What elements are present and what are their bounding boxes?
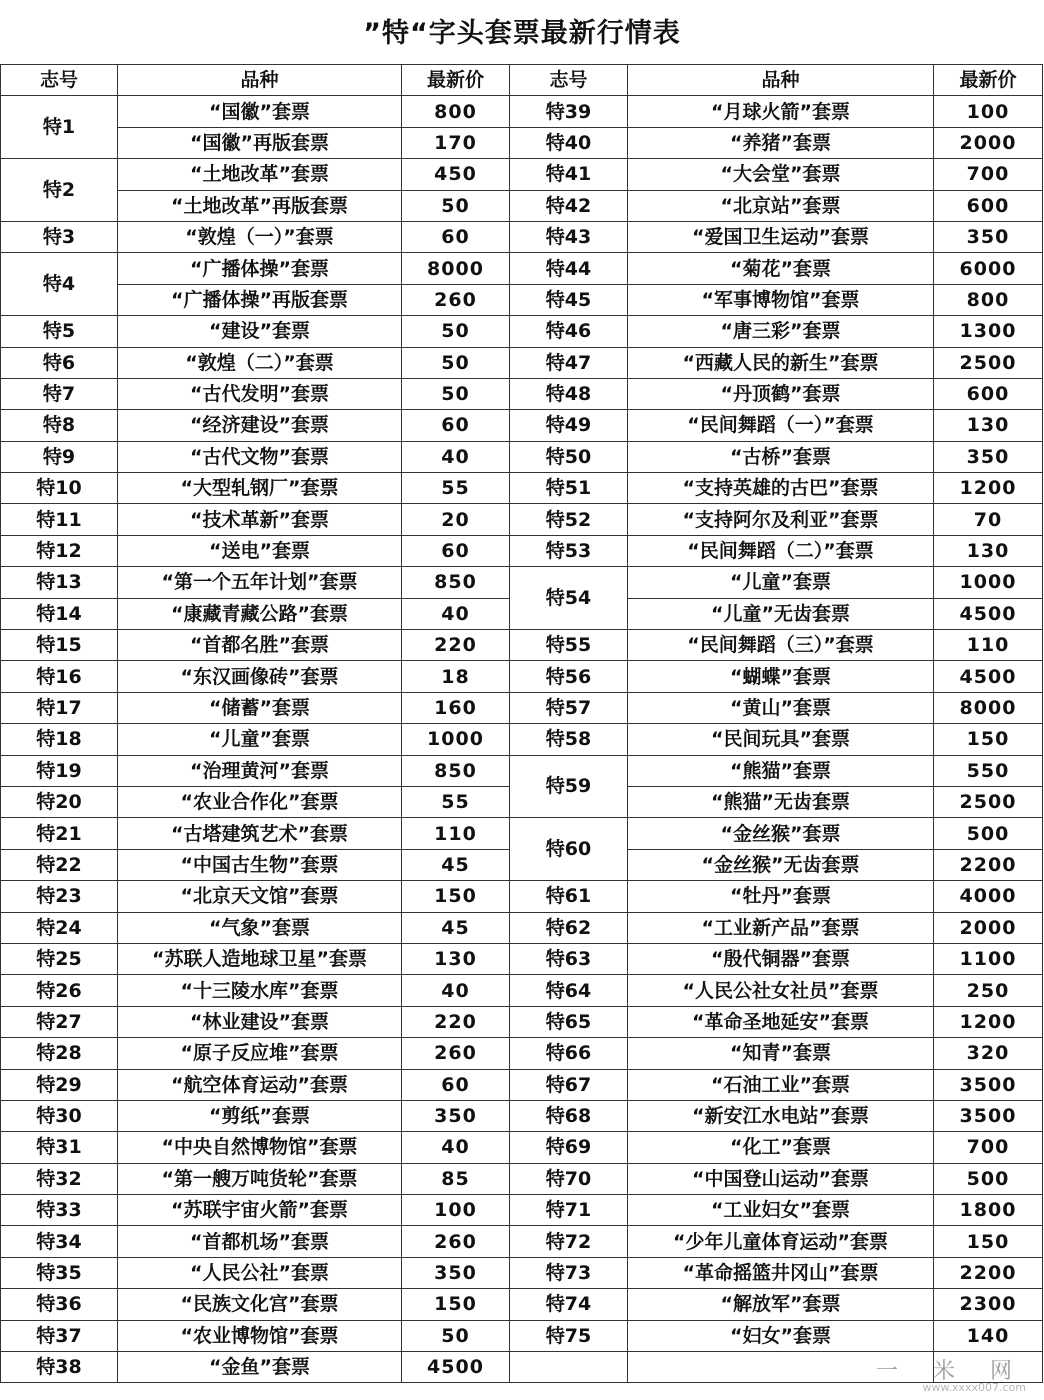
table-row	[1, 1257, 1043, 1288]
stamp-code: 特48	[510, 378, 628, 409]
stamp-name: “东汉画像砖”套票	[118, 661, 402, 692]
price-table	[0, 64, 1043, 1383]
stamp-code: 特50	[510, 441, 628, 472]
table-row	[1, 441, 1043, 472]
table-row	[1, 190, 1043, 221]
table-row	[1, 1195, 1043, 1226]
stamp-price: 55	[402, 786, 510, 817]
stamp-name: “黄山”套票	[628, 692, 934, 723]
stamp-price: 100	[402, 1195, 510, 1226]
stamp-price: 350	[934, 221, 1043, 252]
stamp-price: 350	[402, 1257, 510, 1288]
stamp-code: 特46	[510, 316, 628, 347]
stamp-code: 特33	[1, 1195, 118, 1226]
stamp-name: “苏联人造地球卫星”套票	[118, 943, 402, 974]
stamp-code: 特44	[510, 253, 628, 284]
stamp-name: “古代发明”套票	[118, 378, 402, 409]
stamp-price: 130	[934, 535, 1043, 566]
stamp-price: 170	[402, 127, 510, 158]
stamp-price: 220	[402, 630, 510, 661]
stamp-code: 特21	[1, 818, 118, 849]
stamp-name: “新安江水电站”套票	[628, 1100, 934, 1131]
stamp-code: 特4	[1, 253, 118, 316]
stamp-name: “北京站”套票	[628, 190, 934, 221]
stamp-price: 1200	[934, 473, 1043, 504]
stamp-name: “民族文化宫”套票	[118, 1289, 402, 1320]
stamp-name: “金丝猴”无齿套票	[628, 849, 934, 880]
stamp-code: 特34	[1, 1226, 118, 1257]
table-row	[1, 1226, 1043, 1257]
stamp-name: “中国古生物”套票	[118, 849, 402, 880]
header-name-right: 品种	[628, 65, 934, 96]
stamp-price: 150	[934, 724, 1043, 755]
table-row	[1, 1006, 1043, 1037]
stamp-price: 220	[402, 1006, 510, 1037]
stamp-code: 特10	[1, 473, 118, 504]
stamp-name: “古塔建筑艺术”套票	[118, 818, 402, 849]
header-price-left: 最新价	[402, 65, 510, 96]
stamp-code: 特7	[1, 378, 118, 409]
stamp-name: “唐三彩”套票	[628, 316, 934, 347]
stamp-name: “知青”套票	[628, 1038, 934, 1069]
stamp-price: 40	[402, 441, 510, 472]
watermark-url: www.xxxx007.com	[922, 1381, 1026, 1394]
stamp-name: “支持阿尔及利亚”套票	[628, 504, 934, 535]
table-row	[1, 504, 1043, 535]
stamp-code: 特65	[510, 1006, 628, 1037]
stamp-code: 特69	[510, 1132, 628, 1163]
stamp-code: 特3	[1, 221, 118, 252]
stamp-price: 2300	[934, 1289, 1043, 1320]
stamp-code: 特45	[510, 284, 628, 315]
stamp-name: “殷代铜器”套票	[628, 943, 934, 974]
stamp-name: “熊猫”套票	[628, 755, 934, 786]
stamp-code: 特8	[1, 410, 118, 441]
stamp-price: 1200	[934, 1006, 1043, 1037]
stamp-code: 特40	[510, 127, 628, 158]
stamp-price: 2200	[934, 849, 1043, 880]
empty-cell	[510, 1352, 628, 1383]
stamp-price: 18	[402, 661, 510, 692]
stamp-price: 1800	[934, 1195, 1043, 1226]
stamp-name: “气象”套票	[118, 912, 402, 943]
stamp-name: “古代文物”套票	[118, 441, 402, 472]
stamp-code: 特27	[1, 1006, 118, 1037]
stamp-code: 特17	[1, 692, 118, 723]
stamp-name: “石油工业”套票	[628, 1069, 934, 1100]
stamp-price: 150	[934, 1226, 1043, 1257]
stamp-code: 特49	[510, 410, 628, 441]
stamp-name: “金鱼”套票	[118, 1352, 402, 1383]
table-row	[1, 221, 1043, 252]
table-row	[1, 1038, 1043, 1069]
table-row	[1, 535, 1043, 566]
stamp-name: “妇女”套票	[628, 1320, 934, 1351]
stamp-name: “金丝猴”套票	[628, 818, 934, 849]
stamp-name: “原子反应堆”套票	[118, 1038, 402, 1069]
stamp-code: 特72	[510, 1226, 628, 1257]
stamp-price: 20	[402, 504, 510, 535]
table-row	[1, 96, 1043, 127]
stamp-name: “少年儿童体育运动”套票	[628, 1226, 934, 1257]
stamp-name: “送电”套票	[118, 535, 402, 566]
stamp-price: 320	[934, 1038, 1043, 1069]
stamp-price: 140	[934, 1320, 1043, 1351]
stamp-name: “蝴蝶”套票	[628, 661, 934, 692]
stamp-price: 4000	[934, 881, 1043, 912]
stamp-price: 3500	[934, 1069, 1043, 1100]
stamp-price: 4500	[402, 1352, 510, 1383]
stamp-name: “农业合作化”套票	[118, 786, 402, 817]
stamp-name: “儿童”套票	[628, 567, 934, 598]
stamp-name: “月球火箭”套票	[628, 96, 934, 127]
table-row	[1, 127, 1043, 158]
stamp-name: “土地改革”再版套票	[118, 190, 402, 221]
table-row	[1, 692, 1043, 723]
stamp-price: 60	[402, 221, 510, 252]
stamp-price: 2200	[934, 1257, 1043, 1288]
stamp-name: “儿童”无齿套票	[628, 598, 934, 629]
stamp-name: “广播体操”再版套票	[118, 284, 402, 315]
stamp-name: “人民公社女社员”套票	[628, 975, 934, 1006]
stamp-code: 特28	[1, 1038, 118, 1069]
stamp-price: 50	[402, 190, 510, 221]
stamp-name: “大型轧钢厂”套票	[118, 473, 402, 504]
stamp-price: 250	[934, 975, 1043, 1006]
stamp-price: 450	[402, 159, 510, 190]
table-row	[1, 912, 1043, 943]
stamp-code: 特73	[510, 1257, 628, 1288]
stamp-price: 85	[402, 1163, 510, 1194]
stamp-name: “熊猫”无齿套票	[628, 786, 934, 817]
stamp-code: 特67	[510, 1069, 628, 1100]
stamp-name: “储蓄”套票	[118, 692, 402, 723]
stamp-price: 2000	[934, 127, 1043, 158]
table-row	[1, 943, 1043, 974]
stamp-price: 260	[402, 1038, 510, 1069]
stamp-code: 特63	[510, 943, 628, 974]
stamp-price: 60	[402, 535, 510, 566]
stamp-price: 100	[934, 96, 1043, 127]
header-code-right: 志号	[510, 65, 628, 96]
stamp-name: “治理黄河”套票	[118, 755, 402, 786]
stamp-code: 特26	[1, 975, 118, 1006]
stamp-price: 50	[402, 347, 510, 378]
stamp-name: “经济建设”套票	[118, 410, 402, 441]
table-row	[1, 347, 1043, 378]
stamp-code: 特11	[1, 504, 118, 535]
table-row	[1, 473, 1043, 504]
stamp-price: 55	[402, 473, 510, 504]
stamp-name: “菊花”套票	[628, 253, 934, 284]
stamp-name: “养猪”套票	[628, 127, 934, 158]
stamp-code: 特37	[1, 1320, 118, 1351]
stamp-price: 150	[402, 881, 510, 912]
stamp-code: 特25	[1, 943, 118, 974]
stamp-code: 特62	[510, 912, 628, 943]
stamp-price: 350	[402, 1100, 510, 1131]
stamp-code: 特9	[1, 441, 118, 472]
stamp-code: 特74	[510, 1289, 628, 1320]
stamp-code: 特35	[1, 1257, 118, 1288]
stamp-code: 特58	[510, 724, 628, 755]
stamp-price: 600	[934, 378, 1043, 409]
stamp-name: “古桥”套票	[628, 441, 934, 472]
table-row	[1, 975, 1043, 1006]
table-row	[1, 1069, 1043, 1100]
stamp-price: 350	[934, 441, 1043, 472]
stamp-name: “北京天文馆”套票	[118, 881, 402, 912]
stamp-name: “航空体育运动”套票	[118, 1069, 402, 1100]
stamp-code: 特61	[510, 881, 628, 912]
stamp-price: 50	[402, 1320, 510, 1351]
table-row	[1, 316, 1043, 347]
stamp-name: “敦煌（一）”套票	[118, 221, 402, 252]
stamp-name: “林业建设”套票	[118, 1006, 402, 1037]
stamp-code: 特16	[1, 661, 118, 692]
stamp-price: 600	[934, 190, 1043, 221]
stamp-code: 特55	[510, 630, 628, 661]
stamp-price: 3500	[934, 1100, 1043, 1131]
stamp-name: “第一个五年计划”套票	[118, 567, 402, 598]
table-row	[1, 755, 1043, 786]
page-title: ”特“字头套票最新行情表	[363, 18, 681, 49]
stamp-price: 1300	[934, 316, 1043, 347]
stamp-price: 40	[402, 598, 510, 629]
stamp-price: 700	[934, 1132, 1043, 1163]
stamp-code: 特23	[1, 881, 118, 912]
stamp-code: 特29	[1, 1069, 118, 1100]
stamp-name: “丹顶鹤”套票	[628, 378, 934, 409]
stamp-code: 特64	[510, 975, 628, 1006]
stamp-price: 2500	[934, 786, 1043, 817]
stamp-code: 特68	[510, 1100, 628, 1131]
stamp-price: 260	[402, 1226, 510, 1257]
stamp-code: 特43	[510, 221, 628, 252]
stamp-name: “第一艘万吨货轮”套票	[118, 1163, 402, 1194]
stamp-name: “化工”套票	[628, 1132, 934, 1163]
stamp-price: 1000	[934, 567, 1043, 598]
stamp-code: 特42	[510, 190, 628, 221]
stamp-code: 特41	[510, 159, 628, 190]
stamp-code: 特70	[510, 1163, 628, 1194]
table-row	[1, 567, 1043, 598]
stamp-code: 特38	[1, 1352, 118, 1383]
stamp-code: 特54	[510, 567, 628, 630]
stamp-code: 特51	[510, 473, 628, 504]
stamp-name: “土地改革”套票	[118, 159, 402, 190]
stamp-name: “牡丹”套票	[628, 881, 934, 912]
stamp-name: “革命圣地延安”套票	[628, 1006, 934, 1037]
stamp-price: 8000	[402, 253, 510, 284]
stamp-price: 500	[934, 818, 1043, 849]
stamp-price: 160	[402, 692, 510, 723]
stamp-price: 110	[934, 630, 1043, 661]
stamp-code: 特20	[1, 786, 118, 817]
stamp-name: “民间舞蹈（一）”套票	[628, 410, 934, 441]
stamp-code: 特36	[1, 1289, 118, 1320]
table-row	[1, 630, 1043, 661]
table-row	[1, 724, 1043, 755]
stamp-price: 850	[402, 567, 510, 598]
watermark	[876, 1359, 1026, 1394]
stamp-price: 850	[402, 755, 510, 786]
stamp-price: 40	[402, 975, 510, 1006]
stamp-price: 50	[402, 316, 510, 347]
watermark-logo: 一 米 网	[876, 1359, 1026, 1384]
table-row	[1, 1100, 1043, 1131]
stamp-price: 130	[402, 943, 510, 974]
stamp-price: 1100	[934, 943, 1043, 974]
stamp-name: “工业妇女”套票	[628, 1195, 934, 1226]
stamp-name: “农业博物馆”套票	[118, 1320, 402, 1351]
header-row	[1, 65, 1043, 96]
stamp-code: 特47	[510, 347, 628, 378]
table-row	[1, 253, 1043, 284]
table-row	[1, 378, 1043, 409]
stamp-code: 特57	[510, 692, 628, 723]
table-row	[1, 881, 1043, 912]
table-row	[1, 818, 1043, 849]
stamp-name: “广播体操”套票	[118, 253, 402, 284]
stamp-name: “国徽”套票	[118, 96, 402, 127]
stamp-name: “建设”套票	[118, 316, 402, 347]
stamp-code: 特39	[510, 96, 628, 127]
stamp-price: 500	[934, 1163, 1043, 1194]
stamp-code: 特14	[1, 598, 118, 629]
stamp-price: 550	[934, 755, 1043, 786]
stamp-code: 特19	[1, 755, 118, 786]
table-row	[1, 1132, 1043, 1163]
stamp-name: “剪纸”套票	[118, 1100, 402, 1131]
stamp-code: 特24	[1, 912, 118, 943]
stamp-name: “首都机场”套票	[118, 1226, 402, 1257]
stamp-price: 60	[402, 410, 510, 441]
stamp-code: 特1	[1, 96, 118, 159]
table-row	[1, 410, 1043, 441]
stamp-name: “西藏人民的新生”套票	[628, 347, 934, 378]
stamp-name: “国徽”再版套票	[118, 127, 402, 158]
header-code-left: 志号	[1, 65, 118, 96]
stamp-name: “中央自然博物馆”套票	[118, 1132, 402, 1163]
stamp-code: 特22	[1, 849, 118, 880]
stamp-code: 特52	[510, 504, 628, 535]
stamp-code: 特59	[510, 755, 628, 818]
stamp-code: 特15	[1, 630, 118, 661]
stamp-name: “支持英雄的古巴”套票	[628, 473, 934, 504]
stamp-price: 110	[402, 818, 510, 849]
table-row	[1, 1320, 1043, 1351]
table-row	[1, 661, 1043, 692]
table-row	[1, 1163, 1043, 1194]
table-row	[1, 159, 1043, 190]
stamp-name: “人民公社”套票	[118, 1257, 402, 1288]
stamp-price: 700	[934, 159, 1043, 190]
stamp-price: 260	[402, 284, 510, 315]
stamp-code: 特32	[1, 1163, 118, 1194]
stamp-name: “技术革新”套票	[118, 504, 402, 535]
stamp-price: 800	[402, 96, 510, 127]
stamp-name: “革命摇篮井冈山”套票	[628, 1257, 934, 1288]
stamp-code: 特31	[1, 1132, 118, 1163]
header-name-left: 品种	[118, 65, 402, 96]
stamp-name: “民间舞蹈（二）”套票	[628, 535, 934, 566]
table-row	[1, 284, 1043, 315]
stamp-price: 150	[402, 1289, 510, 1320]
stamp-code: 特12	[1, 535, 118, 566]
stamp-name: “儿童”套票	[118, 724, 402, 755]
stamp-price: 70	[934, 504, 1043, 535]
stamp-code: 特60	[510, 818, 628, 881]
stamp-price: 130	[934, 410, 1043, 441]
stamp-code: 特71	[510, 1195, 628, 1226]
stamp-name: “中国登山运动”套票	[628, 1163, 934, 1194]
stamp-name: “爱国卫生运动”套票	[628, 221, 934, 252]
stamp-price: 60	[402, 1069, 510, 1100]
header-price-right: 最新价	[934, 65, 1043, 96]
stamp-name: “首都名胜”套票	[118, 630, 402, 661]
stamp-price: 40	[402, 1132, 510, 1163]
stamp-price: 50	[402, 378, 510, 409]
stamp-code: 特13	[1, 567, 118, 598]
stamp-code: 特53	[510, 535, 628, 566]
stamp-name: “解放军”套票	[628, 1289, 934, 1320]
stamp-code: 特18	[1, 724, 118, 755]
stamp-name: “大会堂”套票	[628, 159, 934, 190]
stamp-name: “十三陵水库”套票	[118, 975, 402, 1006]
stamp-name: “敦煌（二）”套票	[118, 347, 402, 378]
stamp-name: “民间玩具”套票	[628, 724, 934, 755]
stamp-name: “民间舞蹈（三）”套票	[628, 630, 934, 661]
stamp-code: 特5	[1, 316, 118, 347]
stamp-price: 8000	[934, 692, 1043, 723]
stamp-price: 2500	[934, 347, 1043, 378]
stamp-name: “工业新产品”套票	[628, 912, 934, 943]
stamp-price: 4500	[934, 598, 1043, 629]
stamp-code: 特75	[510, 1320, 628, 1351]
stamp-code: 特66	[510, 1038, 628, 1069]
stamp-price: 1000	[402, 724, 510, 755]
stamp-name: “康藏青藏公路”套票	[118, 598, 402, 629]
stamp-price: 800	[934, 284, 1043, 315]
stamp-price: 2000	[934, 912, 1043, 943]
stamp-code: 特30	[1, 1100, 118, 1131]
stamp-price: 45	[402, 849, 510, 880]
stamp-price: 6000	[934, 253, 1043, 284]
stamp-name: “军事博物馆”套票	[628, 284, 934, 315]
stamp-price: 45	[402, 912, 510, 943]
stamp-code: 特56	[510, 661, 628, 692]
stamp-code: 特2	[1, 159, 118, 222]
stamp-code: 特6	[1, 347, 118, 378]
stamp-name: “苏联宇宙火箭”套票	[118, 1195, 402, 1226]
stamp-price: 4500	[934, 661, 1043, 692]
table-row	[1, 1289, 1043, 1320]
